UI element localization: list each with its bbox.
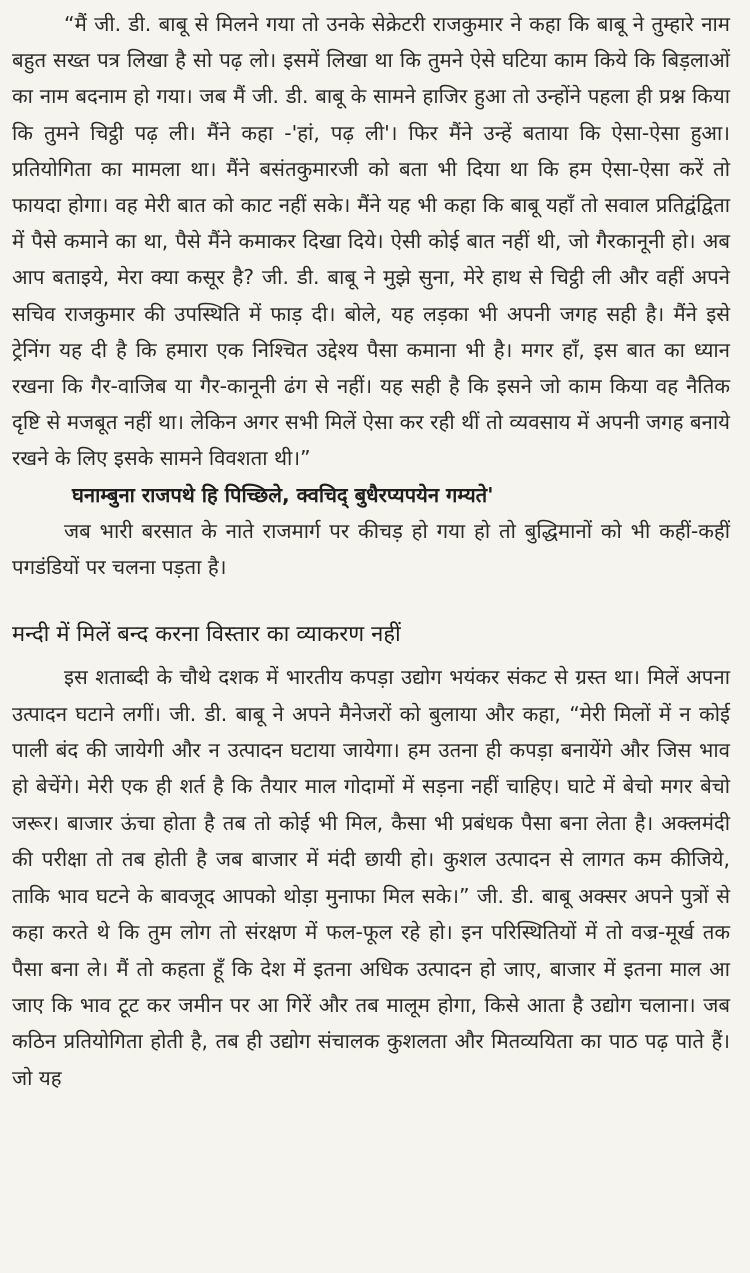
section-heading: मन्दी में मिलें बन्द करना विस्तार का व्याकरण नहीं — [12, 622, 401, 648]
body-paragraph: इस शताब्दी के चौथे दशक में भारतीय कपड़ा उद्योग भयंकर संकट से ग्रस्त था। मिलें अपना उत्पादन घटाने लगीं। जी. डी. बाबू ने अपने मैनेजरों को बुलाया और कहा, “मेरी मिलों में न कोई पाली बंद की जायेगी और न उत्पादन घटाया जायेगा। हम उतना ही कपड़ा बनायेंगे और जिस भाव हो बेचेंगे। मेरी एक ही शर्त है कि तैयार माल गोदामों में सड़ना नहीं चाहिए। घाटे में बेचो मगर बेचो जरूर। बाजार ऊंचा होता है तब तो कोई भी मिल, कैसा भी प्रबंधक पैसा बना लेता है। अक्लमंदी की परीक्षा तो तब होती है जब बाजार में मंदी छायी हो। कुशल उत्पादन से लागत कम कीजिये, ताकि भाव घटने के बावजूद आपको थोड़ा मुनाफा मिल सके।” जी. डी. बाबू अक्सर अपने पुत्रों से कहा करते थे कि तुम लोग तो संरक्षण में फल-फूल रहे हो। इन परिस्थितियों में तो वज्र-मूर्ख तक पैसा बना ले। मैं तो कहता हूँ कि देश में इतना अधिक उत्पादन हो जाए, बाजार में इतना माल आ जाए कि भाव टूट कर जमीन पर आ गिरें और तब मालूम होगा, किसे आता है उद्योग चलाना। जब कठिन प्रतियोगिता होती है, तब ही उद्योग संचालक कुशलता और मितव्ययिता का पाठ पढ़ पाते हैं। जो यह — [12, 665, 730, 1090]
quote-paragraph: “मैं जी. डी. बाबू से मिलने गया तो उनके सेक्रेटरी राजकुमार ने कहा कि बाबू ने तुम्हारे नाम बहुत सख्त पत्र लिखा है सो पढ़ लो। इसमें लिखा था कि तुमने ऐसे घटिया काम किये कि बिड़लाओं का नाम बदनाम हो गया। जब मैं जी. डी. बाबू के सामने हाजिर हुआ तो उन्होंने पहला ही प्रश्न किया कि तुमने चिट्ठी पढ़ ली। मैंने कहा -'हां, पढ़ ली'। फिर मैंने उन्हें बताया कि ऐसा-ऐसा हुआ। प्रतियोगिता का मामला था। मैंने बसंतकुमारजी को बता भी दिया था कि हम ऐसा-ऐसा करें तो फायदा होगा। वह मेरी बात को काट नहीं सके। मैंने यह भी कहा कि बाबू यहाँ तो सवाल प्रतिद्वंद्विता में पैसे कमाने का था, पैसे मैंने कमाकर दिखा दिये। ऐसी कोई बात नहीं थी, जो गैरकानूनी हो। अब आप बताइये, मेरा क्या कसूर है? जी. डी. बाबू ने मुझे सुना, मेरे हाथ से चिट्ठी ली और वहीं अपने सचिव राजकुमार की उपस्थिति में फाड़ दी। बोले, यह लड़का भी अपनी जगह सही है। मैंने इसे ट्रेनिंग यह दी है कि हमारा एक निश्चित उद्देश्य पैसा कमाना भी है। मगर हाँ, इस बात का ध्यान रखना कि गैर-वाजिब या गैर-कानूनी ढंग से नहीं। यह सही है कि इसने जो काम किया वह नैतिक दृष्टि से मजबूत नहीं था। लेकिन अगर सभी मिलें ऐसा कर रही थीं तो व्यवसाय में अपनी जगह बनाये रखने के लिए इसके सामने विवशता थी।” — [12, 12, 730, 471]
shloka-meaning: जब भारी बरसात के नाते राजमार्ग पर कीचड़ हो गया हो तो बुद्धिमानों को भी कहीं-कहीं पगडंडियों पर चलना पड़ता है। — [12, 518, 730, 580]
sanskrit-shloka: घनाम्बुना राजपथे हि पिच्छिले, क्वचिद् बुधैरप्यपयेन गम्यते' — [72, 482, 494, 507]
